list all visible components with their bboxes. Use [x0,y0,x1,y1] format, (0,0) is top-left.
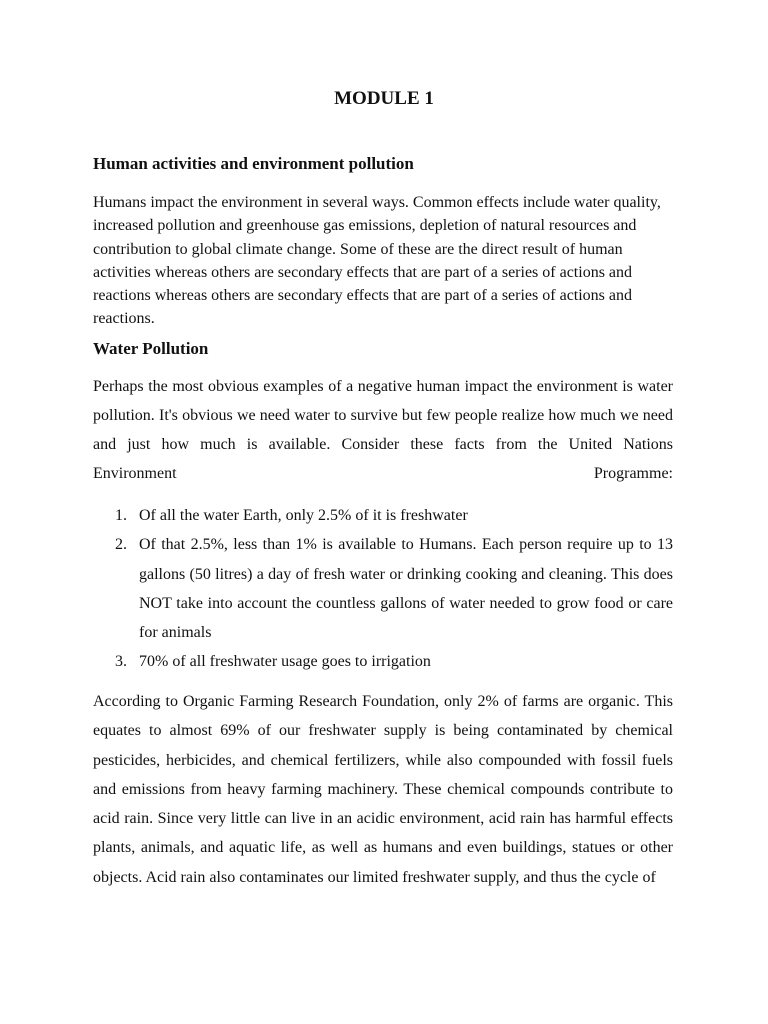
section-paragraph-human-activities: Humans impact the environment in several ways. Common effects include water quality, increased pollution and greenhouse gas emissions, depletion of natural resources and contribution to global climate change. Some of these are the direct result of human activities whereas others are secondary effects that are part of a series of actions and reactions whereas others are secondary effects that are part of a series of actions and reactions. [93,194,661,328]
list-item-number: 3. [115,653,127,671]
list-item [93,501,673,530]
section-paragraph-organic-farming: According to Organic Farming Research Foundation, only 2% of farms are organic. This equates to almost 69% of our freshwater supply is being contaminated by chemical pesticides, herbicides, and chemical fertilizers, while also compounded with fossil fuels and emissions from heavy farming machinery. These chemical compounds contribute to acid rain. Since very little can live in an acidic environment, acid rain has harmful effects plants, animals, and aquatic life, as well as humans and even buildings, statues or other objects. Acid rain also contaminates our limited freshwater supply, and thus the cycle of [93,693,673,886]
list-item-text: 70% of all freshwater usage goes to irrigation [139,653,431,671]
list-item-number: 1. [115,507,127,524]
section-heading-human-activities: Human activities and environment pollution [93,154,414,173]
list-item-text: Of that 2.5%, less than 1% is available to Humans. Each person require up to 13 gallons (50 litres) a day of fresh water or drinking cooking and cleaning. This does NOT take into account the countless gallons of water needed to grow food or care for animals [139,536,673,642]
section-paragraph-water-intro: Perhaps the most obvious examples of a negative human impact the environment is water pollution. It's obvious we need water to survive but few people realize how much we need and just how much is available. Consider these facts from the United Nations Environment Programme: [93,378,673,482]
section-heading-water-pollution: Water Pollution [93,339,209,358]
page-title: MODULE 1 [334,88,434,109]
list-item [93,647,673,676]
list-item-text: Of all the water Earth, only 2.5% of it is freshwater [139,507,468,524]
facts-list [93,501,673,677]
list-item [93,530,673,647]
list-item-number: 2. [115,536,127,554]
